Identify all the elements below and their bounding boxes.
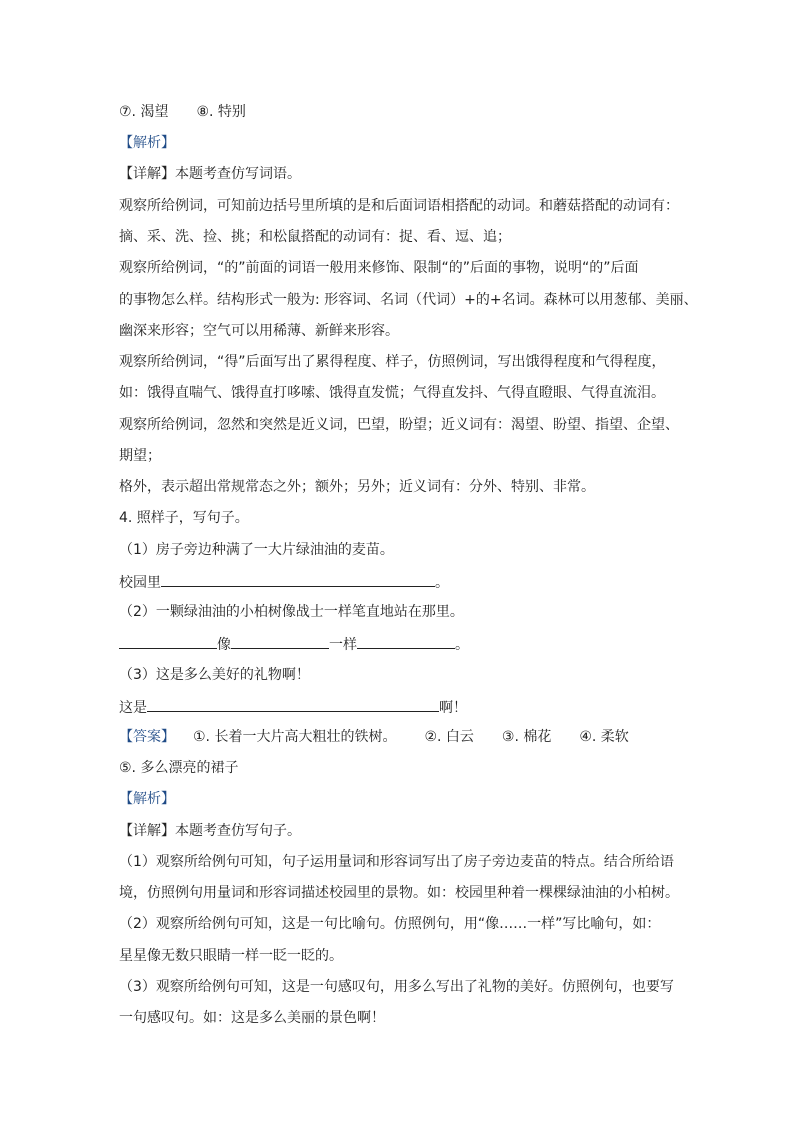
- explanation-line: 一句感叹句。如：这是多么美丽的景色啊！: [119, 1010, 385, 1026]
- detail-line-1: [119, 164, 679, 184]
- top-answers-line: [119, 102, 679, 122]
- answer-1: ①. 长着一大片高大粗壮的铁树。: [193, 729, 397, 745]
- detail-tag: 【详解】: [119, 823, 175, 839]
- question-4-blank-1: 校园里 。: [119, 571, 679, 593]
- paragraph-line: 期望；: [119, 448, 161, 464]
- question-4-blank-3: 这是 啊！: [119, 696, 679, 718]
- detail-tag: 【详解】: [119, 166, 175, 182]
- paragraph-line: 观察所给例词，忽然和突然是近义词，巴望，盼望；近义词有：渴望、盼望、指望、企望、: [119, 417, 679, 433]
- answer-8: ⑧. 特别: [196, 104, 246, 120]
- fill-blank: [147, 696, 439, 712]
- question-4-sentence-3: （3）这是多么美好的礼物啊！: [119, 667, 310, 683]
- fill-blank: [231, 633, 329, 649]
- paragraph-line: 观察所给例词，可知前边括号里所填的是和后面词语相搭配的动词。和蘑菇搭配的动词有：: [119, 198, 679, 214]
- explanation-line: 境，仿照例句用量词和形容词描述校园里的景物。如：校园里种着一棵棵绿油油的小柏树。: [119, 885, 679, 901]
- analysis-heading: 【解析】: [119, 791, 175, 807]
- paragraph-line: 格外，表示超出常规常态之外；额外；另外；近义词有：分外、特别、非常。: [119, 479, 595, 495]
- explanation-line: （2）观察所给例句可知，这是一句比喻句。仿照例句，用“像……一样”写比喻句，如：: [119, 916, 661, 932]
- answer-4: ④. 柔软: [579, 729, 629, 745]
- explanation-line: （1）观察所给例句可知，句子运用量词和形容词写出了房子旁边麦苗的特点。结合所给语: [119, 854, 674, 870]
- paragraph-line: 如：饿得直喘气、饿得直打哆嗦、饿得直发慌；气得直发抖、气得直瞪眼、气得直流泪。: [119, 385, 665, 401]
- paragraph-line: 的事物怎么样。结构形式一般为: 形容词、名词（代词）+的+名词。森林可以用葱郁、美丽、: [119, 292, 698, 308]
- question-4-title: 4. 照样子，写句子。: [119, 510, 249, 526]
- answer-3: ③. 棉花: [501, 729, 552, 745]
- answer-5: ⑤. 多么漂亮的裙子: [119, 760, 239, 776]
- fill-blank: [119, 633, 217, 649]
- paragraph-line: 观察所给例词，“得”后面写出了累得程度、样子，仿照例词，写出饿得程度和气得程度，: [119, 354, 666, 370]
- answer-2: ②. 白云: [424, 729, 474, 745]
- fill-blank: [357, 633, 455, 649]
- question-4-sentence-2: （2）一颗绿油油的小柏树像战士一样笔直地站在那里。: [119, 604, 464, 620]
- explanation-line: （3）观察所给例句可知，这是一句感叹句，用多么写出了礼物的美好。仿照例句，也要写: [119, 979, 674, 995]
- answer-tag: 【答案】: [119, 729, 175, 745]
- detail-text: 本题考查仿写词语。: [175, 166, 301, 182]
- paragraph-line: 摘、采、洗、捡、挑；和松鼠搭配的动词有：捉、看、逗、追；: [119, 229, 511, 245]
- answer-line: [119, 727, 679, 747]
- explanation-line: 星星像无数只眼睛一样一眨一眨的。: [119, 948, 343, 964]
- detail-text: 本题考查仿写句子。: [175, 823, 301, 839]
- answer-7: ⑦. 渴望: [119, 104, 169, 120]
- analysis-heading: 【解析】: [119, 135, 175, 151]
- paragraph-line: 观察所给例词，“的”前面的词语一般用来修饰、限制“的”后面的事物，说明“的”后面: [119, 260, 639, 276]
- fill-blank: [161, 571, 435, 587]
- paragraph-line: 幽深来形容；空气可以用稀薄、新鲜来形容。: [119, 323, 399, 339]
- question-4-blank-2: 像 一样 。: [119, 633, 679, 655]
- question-4-sentence-1: （1）房子旁边种满了一大片绿油油的麦苗。: [119, 542, 394, 558]
- detail-line-2: [119, 821, 679, 841]
